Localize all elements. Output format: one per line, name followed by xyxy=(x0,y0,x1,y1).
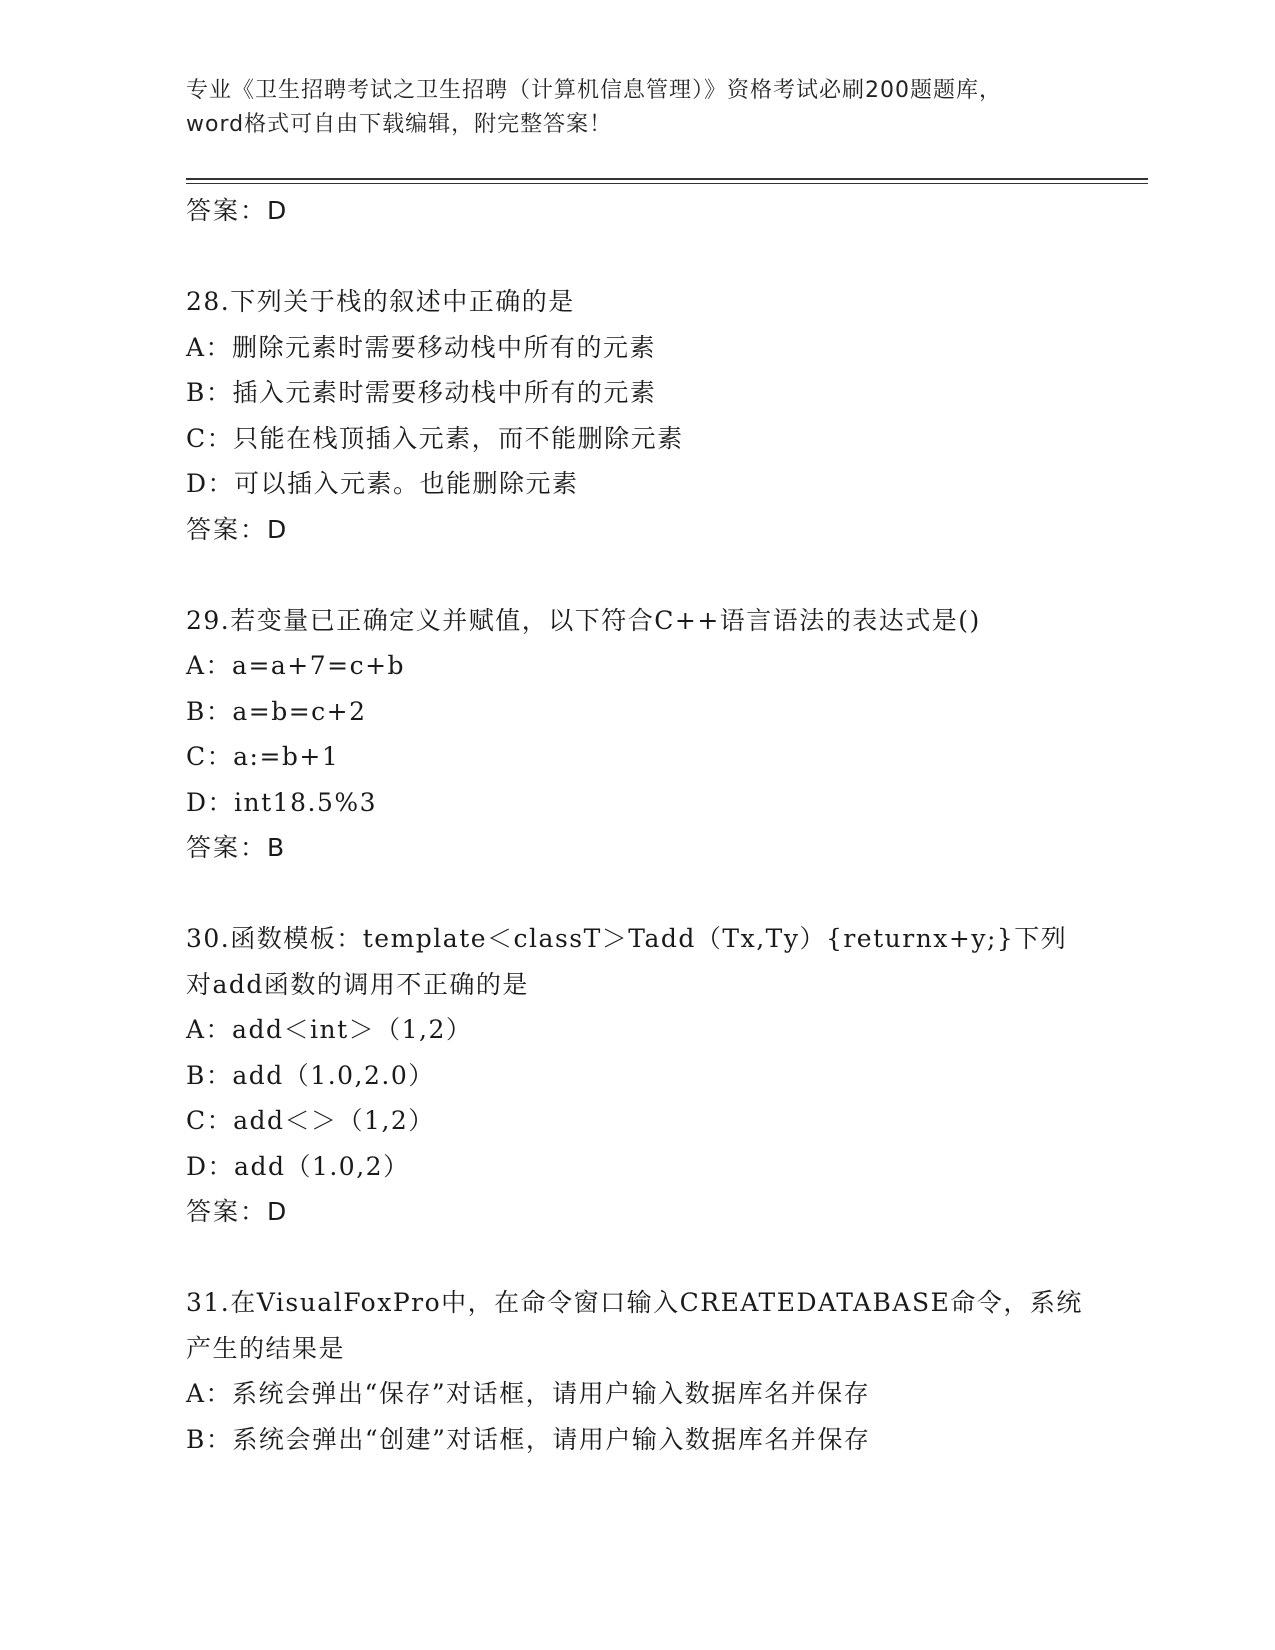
option-a: A：a=a+7=c+b xyxy=(186,651,406,680)
option-d: D：add（1.0,2） xyxy=(186,1151,410,1181)
question-block-30 xyxy=(186,916,1106,1235)
question-list xyxy=(186,188,1106,1462)
answer-line: 答案：D xyxy=(186,196,289,225)
question-block-31 xyxy=(186,1280,1106,1462)
spacer xyxy=(186,552,1106,598)
option-b: B：a=b=c+2 xyxy=(186,696,367,726)
option-a: A：删除元素时需要移动栈中所有的元素 xyxy=(186,332,657,362)
header-line-2: word格式可自由下载编辑，附完整答案！ xyxy=(186,112,613,137)
option-a: A：系统会弹出“保存”对话框，请用户输入数据库名并保存 xyxy=(186,1379,871,1408)
answer-line: 答案：B xyxy=(186,833,287,862)
answer-line: 答案：D xyxy=(186,1197,289,1226)
option-c: C：a:=b+1 xyxy=(186,742,340,771)
spacer xyxy=(186,1235,1106,1281)
question-block-28 xyxy=(186,279,1106,552)
option-a: A：add＜int＞（1,2） xyxy=(186,1015,473,1044)
option-c: C：只能在栈顶插入元素，而不能删除元素 xyxy=(186,423,684,453)
answer-line: 答案：D xyxy=(186,514,289,544)
option-c: C：add＜＞（1,2） xyxy=(186,1106,435,1135)
option-d: D：可以插入元素。也能删除元素 xyxy=(186,469,579,498)
question-stem-line-1: 30.函数模板：template＜classT＞Tadd（Tx,Ty）{returnx+y;}下列 xyxy=(186,924,1068,953)
question-stem: 28.下列关于栈的叙述中正确的是 xyxy=(186,287,575,316)
option-b: B：系统会弹出“创建”对话框，请用户输入数据库名并保存 xyxy=(186,1424,871,1454)
page-header xyxy=(186,74,1086,142)
question-stem-line-1: 31.在VisualFoxPro中，在命令窗口输入CREATEDATABASE命令，系统 xyxy=(186,1288,1083,1317)
question-stem: 29.若变量已正确定义并赋值，以下符合C++语言语法的表达式是() xyxy=(186,605,981,635)
spacer xyxy=(186,234,1106,280)
spacer xyxy=(186,871,1106,917)
question-stem-line-2: 对add函数的调用不正确的是 xyxy=(186,969,529,999)
header-line-1: 专业《卫生招聘考试之卫生招聘（计算机信息管理）》资格考试必刷200题题库， xyxy=(186,78,1002,103)
header-divider-thick xyxy=(186,178,1148,180)
question-stem-line-2: 产生的结果是 xyxy=(186,1333,346,1363)
question-block-29 xyxy=(186,598,1106,871)
option-d: D：int18.5%3 xyxy=(186,787,378,817)
option-b: B：add（1.0,2.0） xyxy=(186,1060,435,1090)
option-b: B：插入元素时需要移动栈中所有的元素 xyxy=(186,378,657,407)
header-divider-thin xyxy=(186,183,1148,184)
